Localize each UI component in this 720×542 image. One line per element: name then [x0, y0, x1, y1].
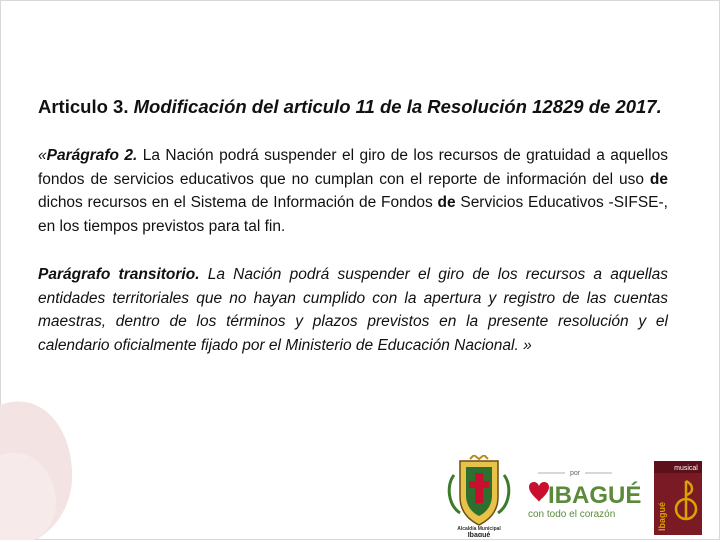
alcaldia-coat-of-arms-logo	[449, 455, 509, 537]
svg-text:Ibagué: Ibagué	[467, 532, 491, 537]
paragraph-transitorio-text: La Nación podrá suspender el giro de los recursos a aquellas entidades territoriales que no hayan cumplido con la apertura y registro de las cuentas maestras, dentro de los términos y plazos previstos en la presente resolución y el calendario oficialmente fijado por el Ministerio de Educación Nacional. »	[38, 266, 668, 354]
ibague-corazon-logo	[528, 470, 641, 520]
musical-ibague-logo	[654, 461, 702, 535]
bold-de-2: de	[437, 194, 456, 211]
svg-text:Alcaldía Municipal: Alcaldía Municipal	[457, 526, 501, 532]
article-number: Articulo 3.	[38, 96, 134, 117]
paragraph-2	[38, 144, 668, 238]
paragraph-2-text-c: Servicios Educativos -SIFSE-, en los tiempos previstos para tal fin.	[38, 194, 668, 235]
paragraph-transitorio	[38, 263, 668, 357]
svg-text:musical: musical	[674, 465, 698, 472]
article-heading	[38, 93, 668, 120]
open-quote: «	[38, 147, 47, 164]
document-body	[38, 93, 668, 382]
svg-text:Ibagué: Ibagué	[657, 501, 667, 531]
paragraph-2-text-a: La Nación podrá suspender el giro de los recursos de gratuidad a aquellos fondos de servicios educativos que no cumplan con el reporte de información del uso	[38, 147, 668, 188]
footer-logos	[440, 455, 715, 537]
bold-de-1: de	[649, 170, 668, 188]
svg-text:por: por	[569, 470, 581, 477]
article-title: Modificación del articulo 11 de la Resolución 12829 de 2017.	[133, 96, 662, 117]
paragraph-2-label: Parágrafo 2.	[46, 147, 138, 164]
paragraph-2-text-b: dichos recursos en el Sistema de Información de Fondos	[38, 194, 438, 211]
paragraph-transitorio-label: Parágrafo transitorio.	[38, 266, 200, 283]
svg-text:IBAGUÉ: IBAGUÉ	[548, 482, 642, 509]
svg-text:con todo el corazón: con todo el corazón	[528, 509, 616, 520]
